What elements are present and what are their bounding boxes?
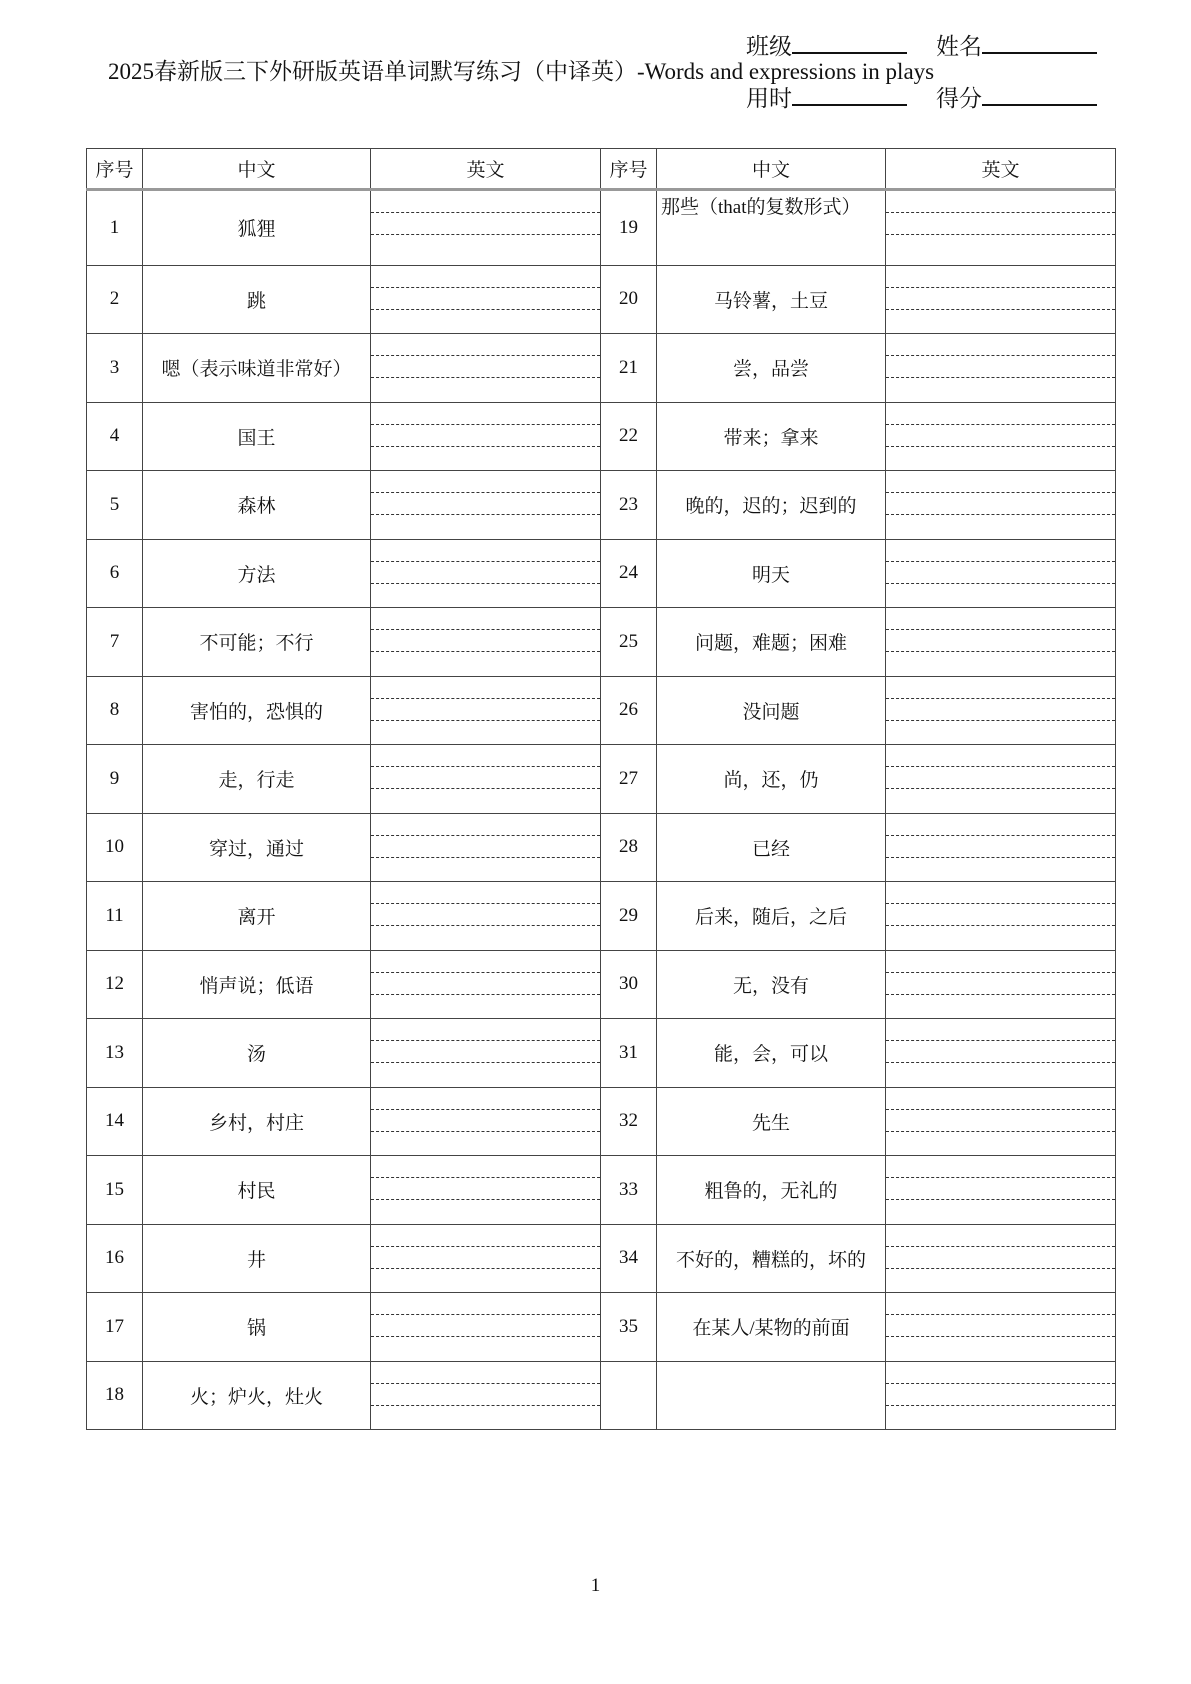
chinese-term: 已经 [657,813,886,882]
answer-line [371,355,600,356]
english-answer-field[interactable] [371,471,601,540]
table-row [87,334,1116,403]
answer-line [886,720,1115,721]
answer-line [886,1177,1115,1178]
answer-line [886,1383,1115,1384]
english-answer-field[interactable] [371,1087,601,1156]
answer-line [371,377,600,378]
answer-line [371,1131,600,1132]
chinese-term: 跳 [143,265,371,334]
time-field[interactable] [746,80,907,113]
english-answer-field[interactable] [886,539,1116,608]
english-answer-field[interactable] [886,1224,1116,1293]
row-number: 11 [87,882,143,951]
chinese-term: 能，会，可以 [657,1019,886,1088]
col-header: 英文 [371,149,601,190]
col-header: 序号 [601,149,657,190]
name-label: 姓名 [936,34,982,59]
score-blank[interactable] [982,84,1097,106]
answer-line [886,903,1115,904]
answer-line [886,857,1115,858]
answer-line [371,994,600,995]
chinese-term: 离开 [143,882,371,951]
chinese-term: 乡村，村庄 [143,1087,371,1156]
english-answer-field[interactable] [371,950,601,1019]
chinese-term: 带来；拿来 [657,402,886,471]
answer-line [371,561,600,562]
table-row [87,471,1116,540]
answer-line [886,1040,1115,1041]
chinese-term: 锅 [143,1293,371,1362]
row-number: 5 [87,471,143,540]
table-row [87,1361,1116,1430]
row-number: 32 [601,1087,657,1156]
chinese-term: 方法 [143,539,371,608]
english-answer-field[interactable] [371,745,601,814]
row-number: 13 [87,1019,143,1088]
english-answer-field[interactable] [371,539,601,608]
answer-line [371,1040,600,1041]
row-number: 4 [87,402,143,471]
chinese-term: 粗鲁的，无礼的 [657,1156,886,1225]
table-row [87,1224,1116,1293]
chinese-term: 先生 [657,1087,886,1156]
english-answer-field[interactable] [886,608,1116,677]
row-number: 14 [87,1087,143,1156]
row-number [601,1361,657,1430]
english-answer-field[interactable] [886,1087,1116,1156]
answer-line [371,1246,600,1247]
table-row [87,1156,1116,1225]
english-answer-field[interactable] [371,813,601,882]
table-row [87,1293,1116,1362]
chinese-term: 狐狸 [143,190,371,266]
time-label: 用时 [746,86,792,111]
english-answer-field[interactable] [886,676,1116,745]
english-answer-field[interactable] [886,950,1116,1019]
chinese-term [657,1361,886,1430]
answer-line [886,309,1115,310]
answer-line [886,377,1115,378]
english-answer-field[interactable] [371,882,601,951]
answer-line [371,583,600,584]
row-number: 19 [601,190,657,266]
chinese-term: 没问题 [657,676,886,745]
answer-line [371,972,600,973]
answer-line [886,424,1115,425]
class-label: 班级 [746,34,792,59]
name-blank[interactable] [982,32,1097,54]
table-row [87,190,1116,266]
answer-line [371,1109,600,1110]
row-number: 17 [87,1293,143,1362]
row-number: 7 [87,608,143,677]
answer-line [371,629,600,630]
answer-line [886,651,1115,652]
answer-line [886,492,1115,493]
english-answer-field[interactable] [371,608,601,677]
answer-line [371,651,600,652]
answer-line [886,1314,1115,1315]
row-number: 3 [87,334,143,403]
row-number: 31 [601,1019,657,1088]
table-header-row [87,149,1116,190]
row-number: 28 [601,813,657,882]
chinese-term: 井 [143,1224,371,1293]
document-title: 2025春新版三下外研版英语单词默写练习（中译英）-Words and expressions in plays [108,59,935,84]
row-number: 24 [601,539,657,608]
col-header: 序号 [87,149,143,190]
english-answer-field[interactable] [371,402,601,471]
row-number: 18 [87,1361,143,1430]
chinese-term: 森林 [143,471,371,540]
chinese-term: 尝，品尝 [657,334,886,403]
row-number: 9 [87,745,143,814]
answer-line [886,698,1115,699]
row-number: 6 [87,539,143,608]
english-answer-field[interactable] [371,1293,601,1362]
chinese-term: 村民 [143,1156,371,1225]
english-answer-field[interactable] [886,1293,1116,1362]
answer-line [886,629,1115,630]
row-number: 34 [601,1224,657,1293]
answer-line [371,720,600,721]
table-row [87,265,1116,334]
english-answer-field[interactable] [886,190,1116,266]
chinese-term: 在某人/某物的前面 [657,1293,886,1362]
answer-line [886,1268,1115,1269]
col-header: 英文 [886,149,1116,190]
row-number: 1 [87,190,143,266]
answer-line [886,212,1115,213]
chinese-term: 不可能；不行 [143,608,371,677]
answer-line [371,424,600,425]
row-number: 8 [87,676,143,745]
english-answer-field[interactable] [371,1224,601,1293]
answer-line [371,835,600,836]
chinese-term: 那些（that的复数形式） [657,190,886,266]
english-answer-field[interactable] [886,265,1116,334]
english-answer-field[interactable] [371,265,601,334]
answer-line [886,583,1115,584]
answer-line [886,561,1115,562]
table-row [87,539,1116,608]
answer-line [886,1336,1115,1337]
table-row [87,676,1116,745]
chinese-term: 晚的，迟的；迟到的 [657,471,886,540]
row-number: 26 [601,676,657,745]
row-number: 33 [601,1156,657,1225]
row-number: 12 [87,950,143,1019]
name-field[interactable] [936,28,1097,61]
answer-line [886,1062,1115,1063]
table-row [87,608,1116,677]
answer-line [886,287,1115,288]
time-blank[interactable] [792,84,907,106]
table-row [87,950,1116,1019]
chinese-term: 国王 [143,402,371,471]
chinese-term: 明天 [657,539,886,608]
answer-line [371,698,600,699]
english-answer-field[interactable] [371,1019,601,1088]
answer-line [886,835,1115,836]
answer-line [886,234,1115,235]
chinese-term: 后来，随后，之后 [657,882,886,951]
english-answer-field[interactable] [886,1361,1116,1430]
answer-line [886,1109,1115,1110]
answer-line [886,766,1115,767]
answer-line [371,925,600,926]
english-answer-field[interactable] [886,745,1116,814]
english-answer-field[interactable] [886,334,1116,403]
answer-line [886,788,1115,789]
answer-line [371,212,600,213]
row-number: 2 [87,265,143,334]
answer-line [371,1199,600,1200]
row-number: 15 [87,1156,143,1225]
table-row [87,1019,1116,1088]
chinese-term: 马铃薯，土豆 [657,265,886,334]
answer-line [371,766,600,767]
chinese-term: 问题，难题；困难 [657,608,886,677]
answer-line [886,994,1115,995]
chinese-term: 害怕的，恐惧的 [143,676,371,745]
chinese-term: 火；炉火，灶火 [143,1361,371,1430]
answer-line [886,1131,1115,1132]
chinese-term: 无，没有 [657,950,886,1019]
table-row [87,813,1116,882]
chinese-term: 走，行走 [143,745,371,814]
answer-line [371,1062,600,1063]
answer-line [371,446,600,447]
answer-line [886,925,1115,926]
english-answer-field[interactable] [886,1019,1116,1088]
answer-line [371,287,600,288]
chinese-term: 尚，还，仍 [657,745,886,814]
english-answer-field[interactable] [886,402,1116,471]
row-number: 25 [601,608,657,677]
answer-line [886,1405,1115,1406]
chinese-term: 嗯（表示味道非常好） [143,334,371,403]
table-row [87,402,1116,471]
english-answer-field[interactable] [886,882,1116,951]
table-row [87,745,1116,814]
english-answer-field[interactable] [371,190,601,266]
row-number: 27 [601,745,657,814]
row-number: 30 [601,950,657,1019]
answer-line [371,788,600,789]
col-header: 中文 [657,149,886,190]
chinese-term: 汤 [143,1019,371,1088]
answer-line [371,492,600,493]
answer-line [371,1268,600,1269]
answer-line [371,903,600,904]
table-row [87,1087,1116,1156]
answer-line [371,234,600,235]
chinese-term: 不好的，糟糕的，坏的 [657,1224,886,1293]
row-number: 35 [601,1293,657,1362]
row-number: 10 [87,813,143,882]
row-number: 29 [601,882,657,951]
answer-line [371,1383,600,1384]
answer-line [371,1405,600,1406]
row-number: 16 [87,1224,143,1293]
english-answer-field[interactable] [886,1156,1116,1225]
chinese-term: 悄声说；低语 [143,950,371,1019]
row-number: 22 [601,402,657,471]
col-header: 中文 [143,149,371,190]
answer-line [371,857,600,858]
answer-line [371,1336,600,1337]
chinese-term: 穿过，通过 [143,813,371,882]
row-number: 23 [601,471,657,540]
english-answer-field[interactable] [886,813,1116,882]
english-answer-field[interactable] [886,471,1116,540]
answer-line [886,972,1115,973]
answer-line [886,1199,1115,1200]
table-row [87,882,1116,951]
row-number: 20 [601,265,657,334]
answer-line [371,514,600,515]
english-answer-field[interactable] [371,676,601,745]
answer-line [371,1314,600,1315]
answer-line [886,355,1115,356]
score-field[interactable] [936,80,1097,113]
answer-line [886,514,1115,515]
answer-line [886,446,1115,447]
row-number: 21 [601,334,657,403]
answer-line [371,309,600,310]
vocabulary-table [86,148,1116,1430]
answer-line [886,1246,1115,1247]
english-answer-field[interactable] [371,334,601,403]
english-answer-field[interactable] [371,1361,601,1430]
answer-line [371,1177,600,1178]
page-number: 1 [590,1575,601,1596]
english-answer-field[interactable] [371,1156,601,1225]
score-label: 得分 [936,86,982,111]
class-blank[interactable] [792,32,907,54]
